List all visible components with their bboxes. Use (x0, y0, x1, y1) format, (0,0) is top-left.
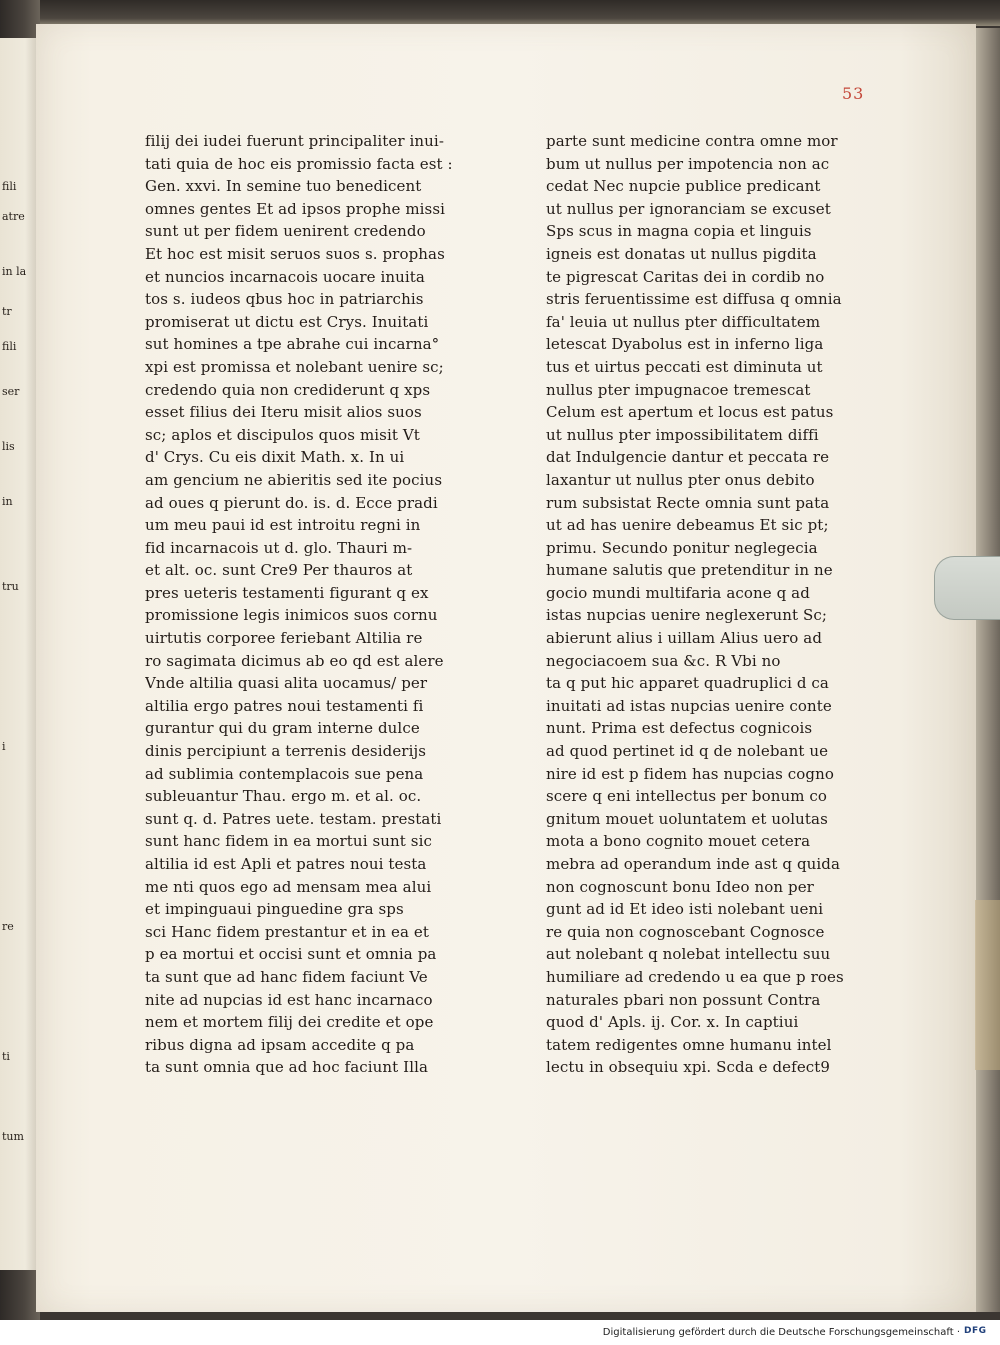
manuscript-line: sut homines a tpe abrahe cui incarna° (145, 335, 440, 354)
manuscript-line: cedat Nec nupcie publice predicant (546, 177, 821, 196)
manuscript-line: gunt ad id Et ideo isti nolebant ueni (546, 900, 824, 919)
manuscript-line: filij dei iudei fuerunt principaliter inui- (145, 132, 444, 150)
manuscript-line: bum ut nullus per impotencia non ac (546, 154, 830, 173)
manuscript-line: Celum est apertum et locus est patus (546, 403, 834, 422)
manuscript-line: uirtutis corporee feriebant Altilia re (145, 629, 423, 648)
previous-leaf-text: lis (2, 440, 15, 453)
manuscript-line: Vnde altilia quasi alita uocamus/ per (145, 674, 428, 693)
manuscript-line: re quia non cognoscebant Cognosce (546, 922, 825, 941)
manuscript-line: credendo quia non crediderunt q xps (145, 380, 431, 399)
manuscript-line: gnitum mouet uoluntatem et uolutas (546, 809, 828, 828)
manuscript-line: letescat Dyabolus est in inferno liga (546, 335, 824, 354)
manuscript-line: sunt q. d. Patres uete. testam. prestati (145, 809, 442, 828)
manuscript-line: nite ad nupcias id est hanc incarnaco (145, 990, 433, 1009)
manuscript-line: dat Indulgencie dantur et peccata re (546, 448, 830, 467)
manuscript-line: aut nolebant q nolebat intellectu suu (546, 945, 831, 964)
manuscript-line: abierunt alius i uillam Alius uero ad (546, 629, 823, 648)
manuscript-line: mota a bono cognito mouet cetera (546, 832, 811, 851)
manuscript-line: igneis est donatas ut nullus pigdita (546, 244, 817, 263)
manuscript-line: rum subsistat Recte omnia sunt pata (546, 493, 830, 512)
manuscript-line: ribus digna ad ipsam accedite q pa (145, 1035, 415, 1054)
manuscript-line: dinis percipiunt a terrenis desiderijs (145, 742, 427, 761)
previous-leaf-text: tum (2, 1130, 24, 1143)
manuscript-line: humane salutis que pretenditur in ne (546, 561, 833, 580)
text-column-right (546, 130, 864, 1079)
manuscript-line: sci Hanc fidem prestantur et in ea et (145, 922, 430, 941)
manuscript-line: omnes gentes Et ad ipsos prophe missi (145, 199, 446, 218)
previous-leaf-text: ser (2, 385, 20, 398)
manuscript-line: ta sunt que ad hanc fidem faciunt Ve (145, 967, 428, 986)
manuscript-line: tus et uirtus peccati est diminuta ut (546, 357, 823, 376)
manuscript-line: tatem redigentes omne humanu intel (546, 1035, 832, 1054)
manuscript-line: mebra ad operandum inde ast q quida (546, 855, 841, 873)
manuscript-line: nullus pter impugnacoe tremescat (546, 380, 811, 399)
text-column-left (145, 130, 461, 1079)
previous-leaf-text: atre (2, 210, 25, 223)
manuscript-line: quod d' Apls. ij. Cor. x. In captiui (546, 1013, 799, 1032)
previous-leaf-text: tru (2, 580, 19, 593)
manuscript-line: istas nupcias uenire neglexerunt Sc; (546, 606, 828, 625)
manuscript-line: stris feruentissime est diffusa q omnia (546, 290, 842, 309)
manuscript-line: xpi est promissa et nolebant uenire sc; (145, 357, 444, 376)
manuscript-line: nire id est p fidem has nupcias cogno (546, 764, 835, 783)
manuscript-line: gurantur qui du gram interne dulce (145, 719, 420, 738)
manuscript-line: promissione legis inimicos suos cornu (145, 606, 438, 625)
manuscript-line: naturales pbari non possunt Contra (546, 990, 821, 1009)
previous-leaf-text: i (2, 740, 6, 753)
previous-leaf-fragment (0, 38, 36, 1270)
manuscript-line: tati quia de hoc eis promissio facta est : (145, 154, 453, 173)
manuscript-line: ut ad has uenire debeamus Et sic pt; (546, 516, 829, 535)
manuscript-line: te pigrescat Caritas dei in cordib no (546, 267, 825, 286)
manuscript-line: negociacoem sua &c. R Vbi no (546, 651, 781, 670)
manuscript-line: inuitati ad istas nupcias uenire conte (546, 696, 832, 715)
manuscript-line: ro sagimata dicimus ab eo qd est alere (145, 651, 444, 670)
manuscript-line: me nti quos ego ad mensam mea alui (145, 877, 432, 896)
manuscript-line: laxantur ut nullus pter onus debito (546, 470, 815, 489)
previous-leaf-text: re (2, 920, 14, 933)
manuscript-line: fa' leuia ut nullus pter difficultatem (546, 312, 821, 331)
manuscript-line: fid incarnacois ut d. glo. Thauri m- (145, 538, 413, 557)
manuscript-line: promiserat ut dictu est Crys. Inuitati (145, 312, 429, 331)
footer-credit: Digitalisierung gefördert durch die Deutsche Forschungsgemeinschaft · (602, 1327, 960, 1338)
manuscript-line: um meu paui id est introitu regni in (145, 516, 421, 535)
manuscript-line: sunt ut per fidem uenirent credendo (145, 222, 426, 241)
manuscript-line: altilia ergo patres noui testamenti fi (145, 696, 424, 715)
folio-number: 53 (842, 84, 865, 103)
book-top-edge (36, 0, 1000, 26)
manuscript-line: ut nullus per ignoranciam se excuset (546, 199, 831, 218)
manuscript-line: am gencium ne abieritis sed ite pocius (145, 470, 443, 489)
bookmark-tab (934, 556, 1000, 620)
previous-leaf-text: in la (2, 265, 27, 278)
manuscript-line: scere q eni intellectus per bonum co (546, 787, 828, 806)
manuscript-line: p ea mortui et occisi sunt et omnia pa (145, 945, 437, 964)
previous-leaf-text: fili (2, 180, 17, 193)
manuscript-line: subleuantur Thau. ergo m. et al. oc. (145, 787, 422, 806)
previous-leaf-text: in (2, 495, 13, 508)
manuscript-line: et nuncios incarnacois uocare inuita (145, 267, 425, 286)
manuscript-line: esset filius dei Iteru misit alios suos (145, 403, 422, 422)
manuscript-line: ad oues q pierunt do. is. d. Ecce pradi (145, 493, 438, 512)
manuscript-line: parte sunt medicine contra omne mor (546, 132, 838, 150)
repair-tissue (975, 900, 1000, 1070)
previous-leaf-text: ti (2, 1050, 10, 1063)
manuscript-line: ta q put hic apparet quadruplici d ca (546, 674, 829, 693)
manuscript-line: et impinguaui pinguedine gra sps (145, 900, 404, 919)
manuscript-line: et alt. oc. sunt Cre9 Per thauros at (145, 561, 413, 580)
dfg-logo: DFG (964, 1326, 987, 1336)
manuscript-line: ad quod pertinet id q de nolebant ue (546, 742, 829, 761)
manuscript-line: sunt hanc fidem in ea mortui sunt sic (145, 832, 432, 851)
manuscript-line: pres ueteris testamenti figurant q ex (145, 583, 429, 602)
manuscript-line: tos s. iudeos qbus hoc in patriarchis (145, 290, 424, 309)
manuscript-line: Et hoc est misit seruos suos s. prophas (145, 244, 445, 263)
manuscript-line: ad sublimia contemplacois sue pena (145, 764, 424, 783)
manuscript-line: non cognoscunt bonu Ideo non per (546, 877, 814, 896)
manuscript-line: nem et mortem filij dei credite et ope (145, 1013, 434, 1032)
previous-leaf-text: tr (2, 305, 12, 318)
previous-leaf-text: fili (2, 340, 17, 353)
manuscript-line: altilia id est Apli et patres noui testa (145, 855, 427, 873)
manuscript-line: Sps scus in magna copia et linguis (546, 222, 812, 241)
manuscript-line: gocio mundi multifaria acone q ad (546, 583, 810, 602)
manuscript-line: primu. Secundo ponitur neglegecia (546, 538, 818, 557)
manuscript-line: nunt. Prima est defectus cognicois (546, 719, 813, 738)
manuscript-line: Gen. xxvi. In semine tuo benedicent (145, 177, 422, 196)
manuscript-line: lectu in obsequiu xpi. Scda e defect9 (546, 1058, 831, 1077)
manuscript-line: humiliare ad credendo u ea que p roes (546, 967, 844, 986)
manuscript-line: ut nullus pter impossibilitatem diffi (546, 425, 819, 444)
manuscript-line: sc; aplos et discipulos quos misit Vt (145, 425, 420, 444)
manuscript-line: ta sunt omnia que ad hoc faciunt Illa (145, 1058, 429, 1077)
manuscript-line: d' Crys. Cu eis dixit Math. x. In ui (145, 448, 405, 467)
